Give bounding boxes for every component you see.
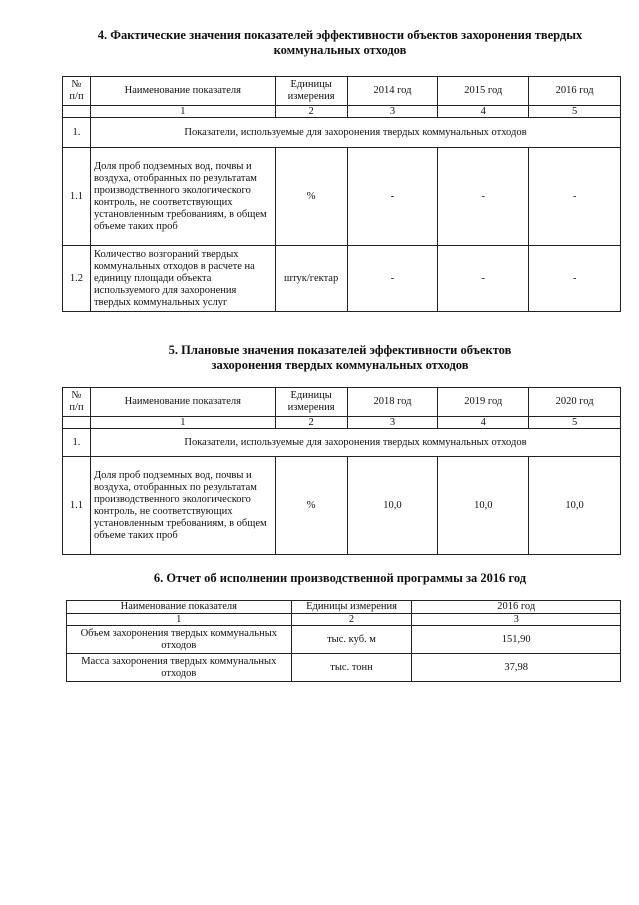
header-year-3: 2020 год bbox=[529, 388, 621, 417]
col-number: 4 bbox=[438, 106, 529, 118]
table-row bbox=[63, 246, 621, 312]
section6-table bbox=[66, 600, 621, 682]
group-label: Показатели, используемые для захоронения твердых коммунальных отходов bbox=[90, 429, 620, 457]
header-year-3: 2016 год bbox=[529, 77, 621, 106]
col-number: 1 bbox=[67, 614, 292, 626]
row-value-3: - bbox=[529, 148, 621, 246]
row-value-2: - bbox=[438, 246, 529, 312]
header-year-2: 2019 год bbox=[438, 388, 529, 417]
header-num: № п/п bbox=[63, 388, 91, 417]
header-name: Наименование показателя bbox=[90, 77, 275, 106]
row-value-1: - bbox=[347, 148, 438, 246]
row-value-3: 10,0 bbox=[529, 457, 621, 555]
section6-title: 6. Отчет об исполнении производственной программы за 2016 год bbox=[153, 571, 527, 585]
group-num: 1. bbox=[63, 429, 91, 457]
row-name: Доля проб подземных вод, почвы и воздуха, отобранных по результатам производственного экологического контроль, не соответствующих установленным требованиям, в общем объеме таких проб bbox=[90, 457, 275, 555]
col-number: 5 bbox=[529, 106, 621, 118]
row-name: Количество возгораний твердых коммунальных отходов в расчете на единицу площади объекта используемого для захоронения твердых коммунальных услуг bbox=[90, 246, 275, 312]
row-name: Доля проб подземных вод, почвы и воздуха, отобранных по результатам производственного экологического контроль, не соответствующих установленным требованиям, в общем объеме таких проб bbox=[90, 148, 275, 246]
row-name: Масса захоронения твердых коммунальных отходов bbox=[67, 654, 292, 682]
row-value-1: 10,0 bbox=[347, 457, 438, 555]
col-number: 1 bbox=[90, 417, 275, 429]
section5-title bbox=[60, 343, 620, 373]
section4-title bbox=[60, 28, 620, 58]
col-number: 2 bbox=[275, 417, 347, 429]
header-name: Наименование показателя bbox=[67, 601, 292, 614]
row-name: Объем захоронения твердых коммунальных отходов bbox=[67, 626, 292, 654]
section4-table bbox=[62, 76, 621, 312]
header-year-2: 2015 год bbox=[438, 77, 529, 106]
row-value-3: - bbox=[529, 246, 621, 312]
group-row bbox=[63, 429, 621, 457]
row-num: 1.2 bbox=[63, 246, 91, 312]
table-row bbox=[67, 626, 621, 654]
row-unit: % bbox=[275, 457, 347, 555]
row-unit: % bbox=[275, 148, 347, 246]
row-value-1: - bbox=[347, 246, 438, 312]
header-name: Наименование показателя bbox=[90, 388, 275, 417]
col-number: 4 bbox=[438, 417, 529, 429]
section5-title-line1: 5. Плановые значения показателей эффективности объектов bbox=[168, 343, 512, 357]
header-num: № п/п bbox=[63, 77, 91, 106]
header-year-1: 2014 год bbox=[347, 77, 438, 106]
header-unit: Единицы измерения bbox=[275, 388, 347, 417]
col-number: 3 bbox=[347, 106, 438, 118]
col-number: 2 bbox=[275, 106, 347, 118]
col-number: 3 bbox=[347, 417, 438, 429]
header-unit: Единицы измерения bbox=[291, 601, 412, 614]
header-year-1: 2018 год bbox=[347, 388, 438, 417]
row-unit: тыс. тонн bbox=[291, 654, 412, 682]
row-value-2: - bbox=[438, 148, 529, 246]
col-number: 5 bbox=[529, 417, 621, 429]
section5-title-line2: захоронения твердых коммунальных отходов bbox=[211, 358, 469, 372]
header-unit: Единицы измерения bbox=[275, 77, 347, 106]
col-number: 3 bbox=[412, 614, 621, 626]
row-value: 37,98 bbox=[412, 654, 621, 682]
section4-title-line1: 4. Фактические значения показателей эффективности объектов захоронения твердых bbox=[97, 28, 583, 42]
table-row bbox=[63, 148, 621, 246]
row-value: 151,90 bbox=[412, 626, 621, 654]
group-num: 1. bbox=[63, 118, 91, 148]
row-num: 1.1 bbox=[63, 148, 91, 246]
row-value-2: 10,0 bbox=[438, 457, 529, 555]
group-label: Показатели, используемые для захоронения твердых коммунальных отходов bbox=[90, 118, 620, 148]
group-row bbox=[63, 118, 621, 148]
table-row bbox=[67, 654, 621, 682]
row-unit: тыс. куб. м bbox=[291, 626, 412, 654]
header-year: 2016 год bbox=[412, 601, 621, 614]
table-row bbox=[63, 457, 621, 555]
col-number: 2 bbox=[291, 614, 412, 626]
row-num: 1.1 bbox=[63, 457, 91, 555]
row-unit: штук/гектар bbox=[275, 246, 347, 312]
section4-title-line2: коммунальных отходов bbox=[273, 43, 407, 57]
section5-table bbox=[62, 387, 621, 555]
col-number: 1 bbox=[90, 106, 275, 118]
